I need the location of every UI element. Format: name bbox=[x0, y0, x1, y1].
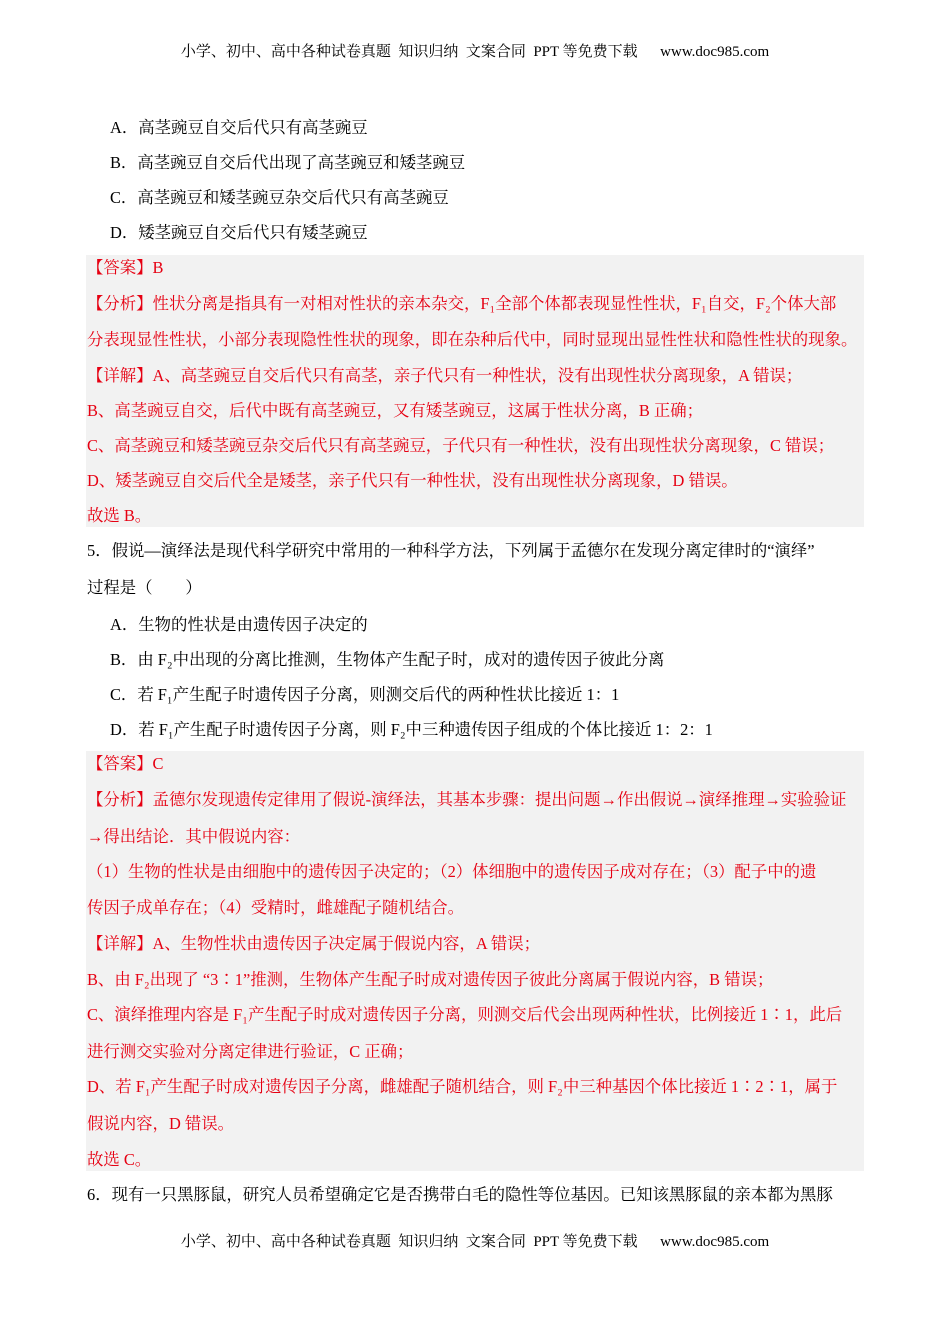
q4-conclusion: 故选 B。 bbox=[87, 506, 152, 525]
q4-detail-line: B、高茎豌豆自交，后代中既有高茎豌豆，又有矮茎豌豆，这属于性状分离，B 正确； bbox=[87, 401, 704, 420]
q4-option-d: D．矮茎豌豆自交后代只有矮茎豌豆 bbox=[110, 223, 368, 242]
q4-analysis-line: 【分析】性状分离是指具有一对相对性状的亲本杂交，F₁全部个体都表现显性性状，F₁自交，F₂个体大部 bbox=[87, 294, 837, 313]
q6-stem: 6．现有一只黑豚鼠，研究人员希望确定它是否携带白毛的隐性等位基因。已知该黑豚鼠的亲本都为黑豚 bbox=[87, 1185, 833, 1204]
q5-answer: 【答案】C bbox=[87, 754, 164, 773]
q4-detail-line: D、矮茎豌豆自交后代全是矮茎，亲子代只有一种性状，没有出现性状分离现象，D 错误。 bbox=[87, 471, 738, 490]
q5-option-c: C．若 F₁产生配子时遗传因子分离，则测交后代的两种性状比接近 1：1 bbox=[110, 685, 620, 704]
q5-stem: 5．假说—演绎法是现代科学研究中常用的一种科学方法，下列属于孟德尔在发现分离定律时的“演绎” bbox=[87, 541, 815, 560]
q5-analysis-line: 传因子成单存在；（4）受精时，雌雄配子随机结合。 bbox=[87, 898, 464, 917]
q4-analysis-line: 分表现显性性状，小部分表现隐性性状的现象，即在杂种后代中，同时显现出显性性状和隐性性状的现象。 bbox=[87, 330, 858, 349]
q5-solution-box bbox=[86, 751, 864, 1171]
q4-detail-line: 【详解】A、高茎豌豆自交后代只有高茎，亲子代只有一种性状，没有出现性状分离现象，A 错误； bbox=[87, 366, 803, 385]
q5-stem: 过程是（ ） bbox=[87, 578, 202, 597]
page-footer: 小学、初中、高中各种试卷真题 知识归纳 文案合同 PPT 等免费下载 www.doc985.com bbox=[180, 1234, 770, 1250]
q5-detail-line: C、演绎推理内容是 F₁产生配子时成对遗传因子分离，则测交后代会出现两种性状，比例接近 1∶1，此后 bbox=[87, 1005, 843, 1024]
q5-detail-line: D、若 F₁产生配子时成对遗传因子分离，雌雄配子随机结合，则 F₂中三种基因个体比接近 1∶2∶1，属于 bbox=[87, 1077, 838, 1096]
q5-option-a: A．生物的性状是由遗传因子决定的 bbox=[110, 615, 368, 634]
q5-detail-line: 进行测交实验对分离定律进行验证，C 正确； bbox=[87, 1042, 414, 1061]
q5-analysis-line: （1）生物的性状是由细胞中的遗传因子决定的；（2）体细胞中的遗传因子成对存在；（3）配子中的遗 bbox=[87, 862, 817, 881]
q4-option-c: C．高茎豌豆和矮茎豌豆杂交后代只有高茎豌豆 bbox=[110, 188, 449, 207]
q5-analysis-line: 【分析】孟德尔发现遗传定律用了假说-演绎法，其基本步骤：提出问题→作出假说→演绎推理→实验验证 bbox=[87, 790, 847, 809]
q5-option-d: D．若 F₁产生配子时遗传因子分离，则 F₂中三种遗传因子组成的个体比接近 1：2：1 bbox=[110, 720, 713, 739]
q4-option-b: B．高茎豌豆自交后代出现了高茎豌豆和矮茎豌豆 bbox=[110, 153, 466, 172]
q4-detail-line: C、高茎豌豆和矮茎豌豆杂交后代只有高茎豌豆，子代只有一种性状，没有出现性状分离现象，C 错误； bbox=[87, 436, 835, 455]
q5-detail-line: B、由 F₂出现了 “3∶1”推测，生物体产生配子时成对遗传因子彼此分离属于假说内容，B 错误； bbox=[87, 970, 774, 989]
q5-option-b: B．由 F₂中出现的分离比推测，生物体产生配子时，成对的遗传因子彼此分离 bbox=[110, 650, 665, 669]
q5-detail-line: 假说内容，D 错误。 bbox=[87, 1114, 235, 1133]
q4-answer: 【答案】B bbox=[87, 258, 164, 277]
q4-option-a: A．高茎豌豆自交后代只有高茎豌豆 bbox=[110, 118, 368, 137]
q5-analysis-line: →得出结论．其中假说内容： bbox=[87, 827, 301, 846]
q5-conclusion: 故选 C。 bbox=[87, 1150, 152, 1169]
page-header: 小学、初中、高中各种试卷真题 知识归纳 文案合同 PPT 等免费下载 www.doc985.com bbox=[180, 44, 770, 60]
q5-detail-line: 【详解】A、生物性状由遗传因子决定属于假说内容，A 错误； bbox=[87, 934, 541, 953]
